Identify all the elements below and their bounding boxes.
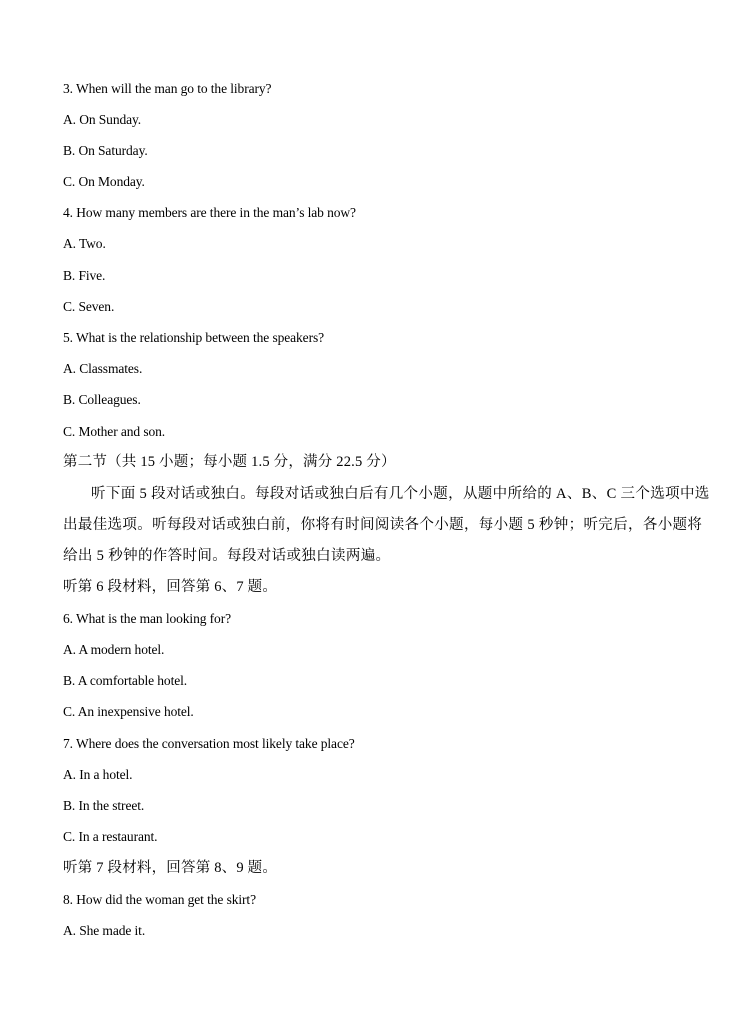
question-6-option-b: B. A comfortable hotel. [63, 673, 188, 688]
question-6-option-c: C. An inexpensive hotel. [63, 704, 194, 719]
question-5-option-b: B. Colleagues. [63, 392, 141, 407]
question-5-option-c: C. Mother and son. [63, 424, 166, 439]
question-7-option-b: B. In the street. [63, 798, 145, 813]
group-1-label: 听第 6 段材料，回答第 6、7 题。 [63, 579, 278, 595]
question-3-option-a: A. On Sunday. [63, 112, 142, 127]
question-6: 6. What is the man looking for? [63, 611, 231, 626]
question-4-option-b: B. Five. [63, 268, 106, 283]
question-6-option-a: A. A modern hotel. [63, 642, 165, 657]
question-3: 3. When will the man go to the library? [63, 81, 272, 96]
question-7-option-a: A. In a hotel. [63, 767, 133, 782]
section-heading: 第二节（共 15 小题；每小题 1.5 分，满分 22.5 分） [63, 454, 396, 470]
question-8-option-a: A. She made it. [63, 923, 146, 938]
question-8: 8. How did the woman get the skirt? [63, 892, 256, 907]
instructions-line-3: 给出 5 秒钟的作答时间。每段对话或独白读两遍。 [63, 548, 391, 564]
instructions-line-1: 听下面 5 段对话或独白。每段对话或独白后有几个小题，从题中所给的 A、B、C 三个选项中选 [91, 486, 710, 502]
question-5-option-a: A. Classmates. [63, 361, 143, 376]
instructions-line-2: 出最佳选项。听每段对话或独白前，你将有时间阅读各个小题，每小题 5 秒钟；听完后，各小题将 [63, 517, 703, 533]
question-7-option-c: C. In a restaurant. [63, 829, 158, 844]
question-4-option-a: A. Two. [63, 236, 106, 251]
group-2-label: 听第 7 段材料，回答第 8、9 题。 [63, 860, 278, 876]
question-3-option-c: C. On Monday. [63, 174, 145, 189]
question-3-option-b: B. On Saturday. [63, 143, 148, 158]
question-5: 5. What is the relationship between the speakers? [63, 330, 325, 345]
question-4: 4. How many members are there in the man’s lab now? [63, 205, 356, 220]
question-7: 7. Where does the conversation most likely take place? [63, 736, 355, 751]
question-4-option-c: C. Seven. [63, 299, 115, 314]
